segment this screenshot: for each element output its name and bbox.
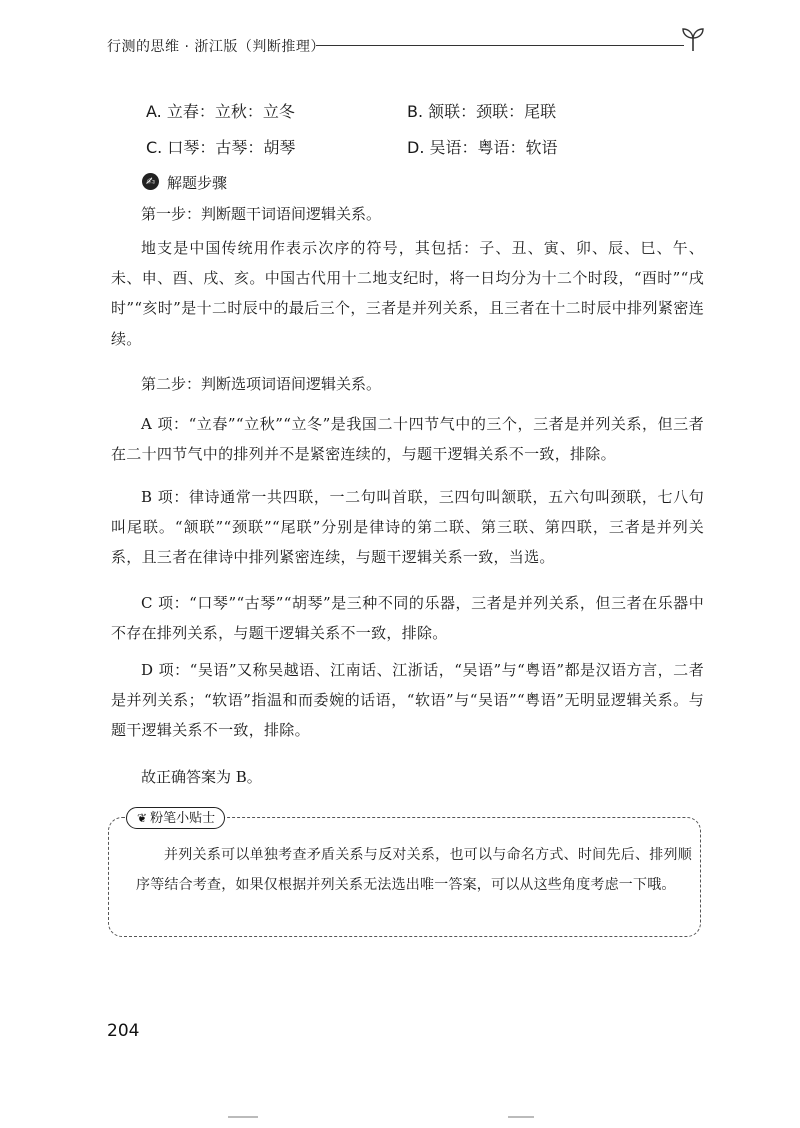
header-rule [316,45,684,46]
scan-artifact [508,1116,534,1118]
tip-text: 并列关系可以单独考查矛盾关系与反对关系，也可以与命名方式、时间先后、排列顺序等结合考查，如果仅根据并列关系无法选出唯一答案，可以从这些角度考虑一下哦。 [136,847,692,893]
step-one-text: 第一步：判断题干词语间逻辑关系。 [141,205,382,223]
steps-icon: ✍ [142,173,159,190]
option-d: D. 吴语：粤语：软语 [407,138,558,157]
paragraph-option-d: D 项：“吴语”又称吴越语、江南话、江浙话，“吴语”与“粤语”都是汉语方言，二者是并列关系；“软语”指温和而委婉的话语，“软语”与“吴语”“粤语”无明显逻辑关系。与题干逻辑关系不一致，排除。 [111,661,704,740]
page-number: 204 [107,1021,140,1041]
paragraph-option-b: B 项：律诗通常一共四联，一二句叫首联，三四句叫颔联，五六句叫颈联，七八句叫尾联。“颔联”“颈联”“尾联”分别是律诗的第二联、第三联、第四联，三者是并列关系，且三者在律诗中排列紧密连续，与题干逻辑关系一致，当选。 [111,488,704,567]
tip-tag [126,807,225,829]
step-two-text: 第二步：判断选项词语间逻辑关系。 [141,375,382,393]
tip-label: 粉笔小贴士 [150,811,216,826]
paragraph-earthly-branches: 地支是中国传统用作表示次序的符号，其包括：子、丑、寅、卯、辰、巳、午、未、申、酉、戌、亥。中国古代用十二地支纪时，将一日均分为十二个时段，“酉时”“戌时”“亥时”是十二时辰中的最后三个，三者是并列关系，且三者在十二时辰中排列紧密连续。 [111,239,704,348]
scan-artifact [228,1116,258,1118]
option-b: B. 颔联：颈联：尾联 [407,102,557,121]
answer-text: 故正确答案为 B。 [141,768,262,786]
header-title: 行测的思维 · 浙江版（判断推理） [107,39,325,55]
sprout-tag-icon: ❦ [137,811,148,825]
paragraph-option-c: C 项：“口琴”“古琴”“胡琴”是三种不同的乐器，三者是并列关系，但三者在乐器中不存在排列关系，与题干逻辑关系不一致，排除。 [111,594,704,643]
paragraph-option-a: A 项：“立春”“立秋”“立冬”是我国二十四节气中的三个，三者是并列关系，但三者在二十四节气中的排列并不是紧密连续的，与题干逻辑关系不一致，排除。 [111,415,704,464]
option-a: A. 立春：立秋：立冬 [146,102,295,121]
running-header [107,34,703,56]
option-c: C. 口琴：古琴：胡琴 [146,138,296,157]
steps-heading-label: 解题步骤 [167,174,228,192]
sprout-icon [681,26,705,52]
